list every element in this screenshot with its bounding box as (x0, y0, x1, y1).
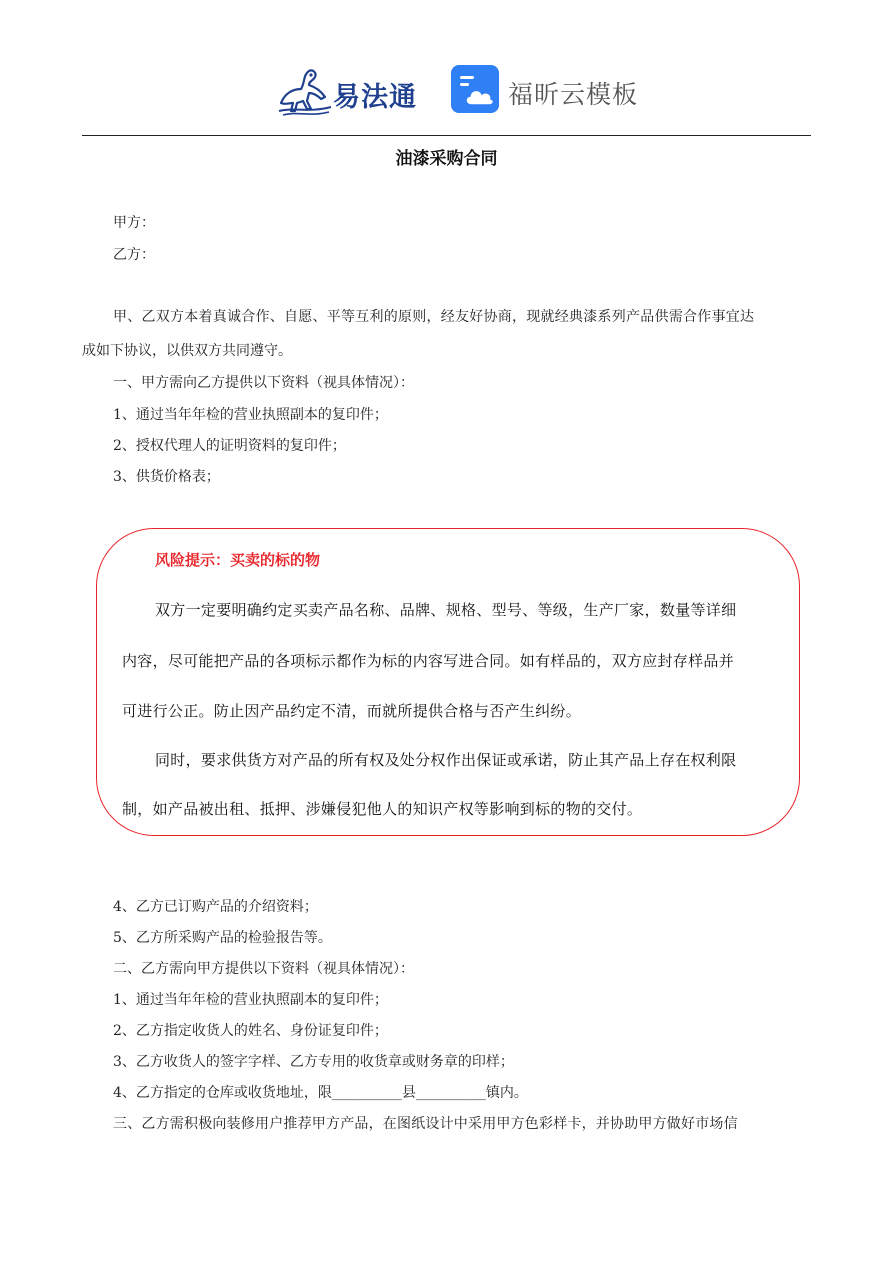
party-a-line: 甲方： (113, 215, 155, 231)
horse-emblem-icon (275, 63, 335, 117)
section-1-item-5: 5、乙方所采购产品的检验报告等。 (113, 930, 332, 946)
logo1-text: 易法通 (333, 82, 417, 113)
intro-paragraph-line-1: 甲、乙双方本着真诚合作、自愿、平等互利的原则，经友好协商，现就经典漆系列产品供需合作事宜达 (113, 309, 755, 325)
section-2-item-4: 4、乙方指定的仓库或收货地址，限__________县__________镇内。 (113, 1085, 528, 1101)
section-1-heading: 一、甲方需向乙方提供以下资料（视具体情况）： (113, 375, 414, 391)
logo2-text: 福昕云模板 (508, 80, 639, 109)
yifatong-logo (275, 63, 427, 117)
risk-tip-p1-line-3: 可进行公正。防止因产品约定不清，而就所提供合格与否产生纠纷。 (122, 702, 582, 720)
risk-tip-title: 风险提示：买卖的标的物 (155, 551, 321, 569)
risk-tip-p1-line-1: 双方一定要明确约定买卖产品名称、品牌、规格、型号、等级，生产厂家，数量等详细 (155, 601, 737, 619)
section-2-item-1: 1、通过当年年检的营业执照副本的复印件； (113, 992, 388, 1008)
section-2-item-3: 3、乙方收货人的签字字样、乙方专用的收货章或财务章的印样； (113, 1054, 514, 1070)
risk-tip-p2-line-2: 制，如产品被出租、抵押、涉嫌侵犯他人的知识产权等影响到标的物的交付。 (122, 800, 643, 818)
section-2-heading: 二、乙方需向甲方提供以下资料（视具体情况）： (113, 961, 414, 977)
cloud-document-icon (451, 65, 499, 113)
section-2-item-2: 2、乙方指定收货人的姓名、身份证复印件； (113, 1023, 388, 1039)
risk-tip-box (96, 528, 800, 836)
page-header (0, 55, 893, 125)
section-3-heading: 三、乙方需积极向装修用户推荐甲方产品，在图纸设计中采用甲方色彩样卡，并协助甲方做好市场信 (113, 1116, 738, 1132)
party-b-line: 乙方： (113, 247, 155, 263)
section-1-item-3: 3、供货价格表； (113, 469, 220, 485)
header-divider (82, 135, 811, 136)
risk-tip-p1-line-2: 内容，尽可能把产品的各项标示都作为标的内容写进合同。如有样品的，双方应封存样品并 (122, 652, 735, 670)
section-1-item-1: 1、通过当年年检的营业执照副本的复印件； (113, 407, 388, 423)
section-1-item-2: 2、授权代理人的证明资料的复印件； (113, 438, 346, 454)
section-1-item-4: 4、乙方已订购产品的介绍资料； (113, 899, 318, 915)
intro-paragraph-line-2: 成如下协议，以供双方共同遵守。 (82, 343, 292, 359)
risk-tip-p2-line-1: 同时，要求供货方对产品的所有权及处分权作出保证或承诺，防止其产品上存在权利限 (155, 751, 737, 769)
page-title: 油漆采购合同 (395, 149, 498, 169)
